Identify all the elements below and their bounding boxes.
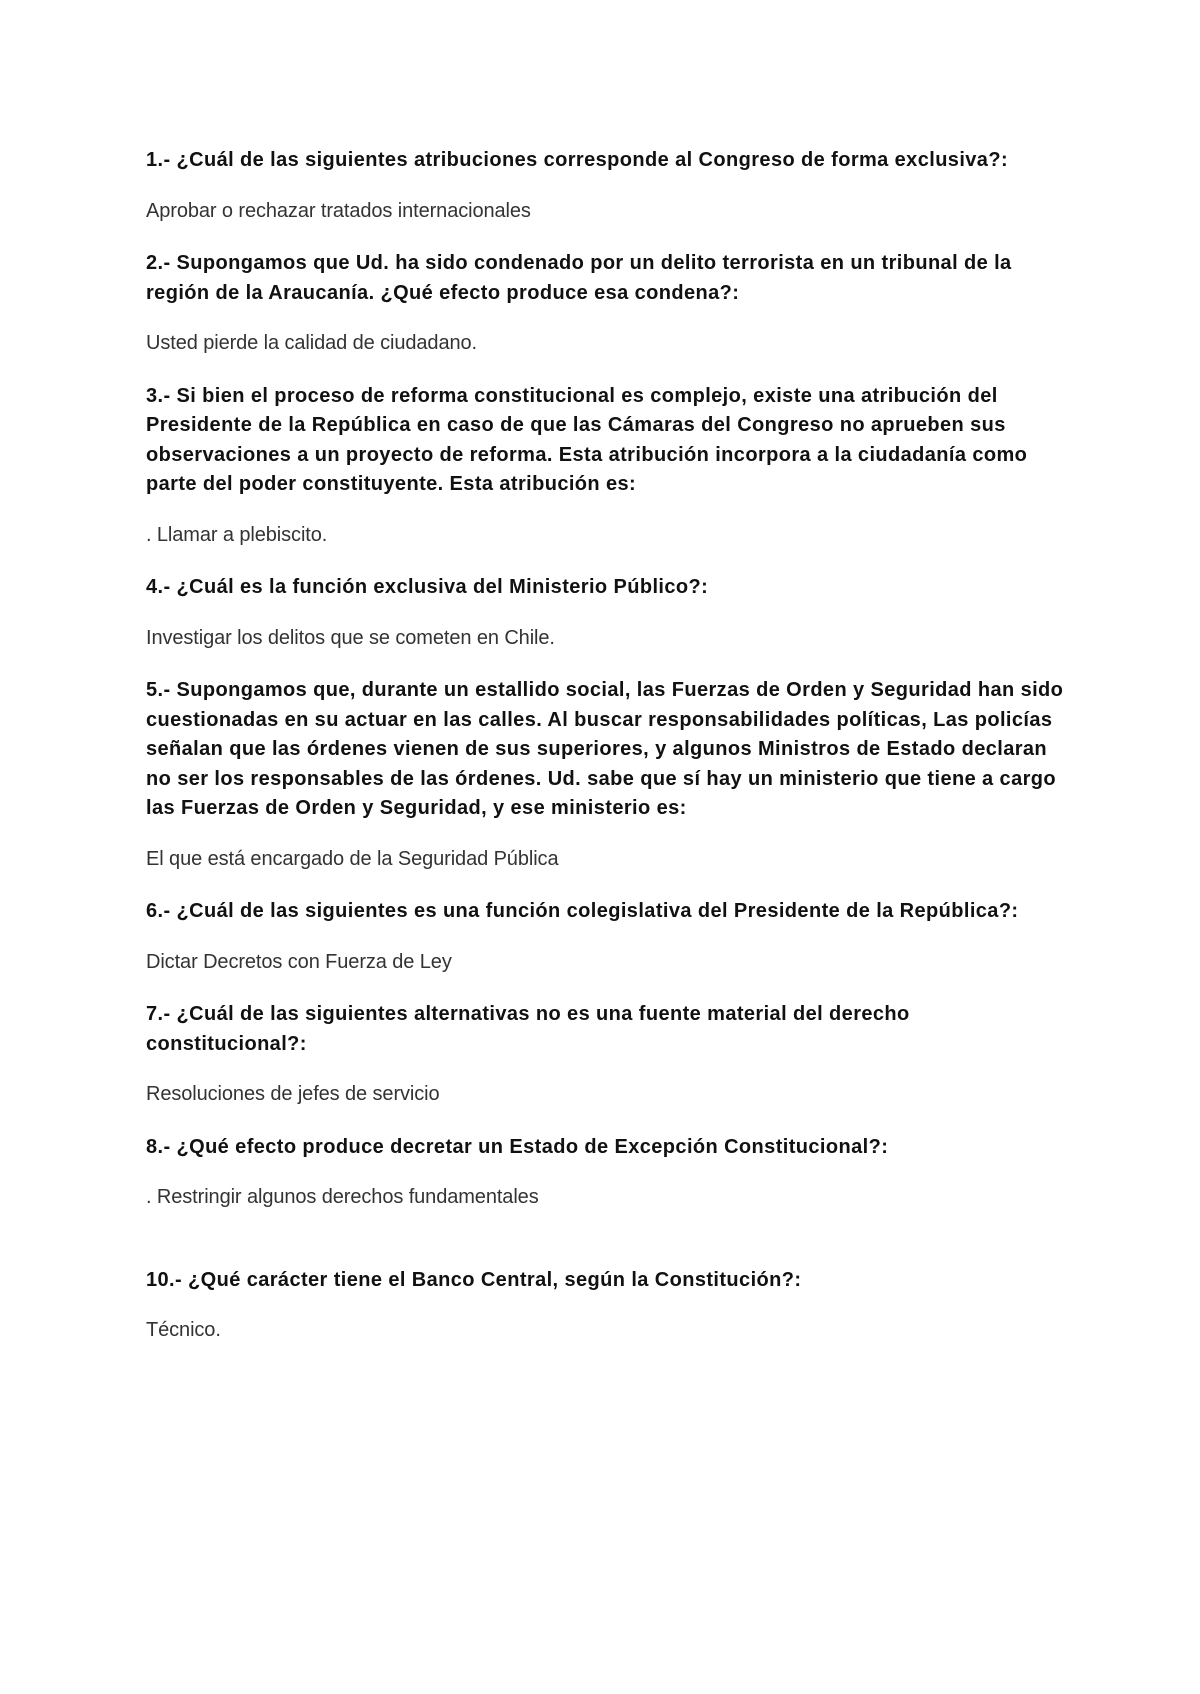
qa-item-2 [146, 249, 1076, 359]
qa-item-5 [146, 676, 1076, 874]
answer-6: Dictar Decretos con Fuerza de Ley [146, 950, 452, 973]
question-3: 3.- Si bien el proceso de reforma constitucional es complejo, existe una atribución del Presidente de la República en caso de que las Cámaras del Congreso no aprueben sus observaciones a un proyecto de reforma. Esta atribución incorpora a la ciudadanía como parte del poder constituyente. Esta atribución es: [146, 384, 1028, 495]
qa-item-1 [146, 146, 1076, 226]
blank-gap [146, 1236, 1076, 1266]
question-4: 4.- ¿Cuál es la función exclusiva del Ministerio Público?: [146, 576, 709, 598]
question-7: 7.- ¿Cuál de las siguientes alternativas no es una fuente material del derecho constitucional?: [146, 1003, 910, 1055]
qa-item-6 [146, 897, 1076, 977]
question-answer-list [146, 146, 1076, 1369]
qa-item-3 [146, 382, 1076, 551]
question-10: 10.- ¿Qué carácter tiene el Banco Central, según la Constitución?: [146, 1268, 802, 1291]
question-2: 2.- Supongamos que Ud. ha sido condenado por un delito terrorista en un tribunal de la región de la Araucanía. ¿Qué efecto produce esa condena?: [146, 252, 1012, 304]
question-1: 1.- ¿Cuál de las siguientes atribuciones corresponde al Congreso de forma exclusiva?: [146, 149, 1009, 171]
answer-7: Resoluciones de jefes de servicio [146, 1083, 440, 1105]
question-5: 5.- Supongamos que, durante un estallido social, las Fuerzas de Orden y Seguridad han sido cuestionadas en su actuar en las calles. Al buscar responsabilidades políticas, Las policías señalan que las órdenes vienen de sus superiores, y algunos Ministros de Estado declaran no ser los responsables de las órdenes. Ud. sabe que sí hay un ministerio que tiene a cargo las Fuerzas de Orden y Seguridad, y ese ministerio es: [146, 679, 1064, 819]
answer-10: Técnico. [146, 1319, 221, 1341]
question-6: 6.- ¿Cuál de las siguientes es una función colegislativa del Presidente de la República?: [146, 900, 1019, 922]
qa-item-7 [146, 1000, 1076, 1110]
answer-1: Aprobar o rechazar tratados internacionales [146, 199, 531, 222]
qa-item-8 [146, 1133, 1076, 1213]
answer-5: El que está encargado de la Seguridad Pública [146, 847, 559, 870]
answer-3: . Llamar a plebiscito. [146, 523, 328, 546]
question-8: 8.- ¿Qué efecto produce decretar un Estado de Excepción Constitucional?: [146, 1135, 889, 1158]
answer-4: Investigar los delitos que se cometen en Chile. [146, 626, 555, 649]
answer-8: . Restringir algunos derechos fundamentales [146, 1186, 539, 1208]
qa-item-10 [146, 1266, 1076, 1346]
answer-2: Usted pierde la calidad de ciudadano. [146, 332, 477, 354]
qa-item-4 [146, 573, 1076, 653]
